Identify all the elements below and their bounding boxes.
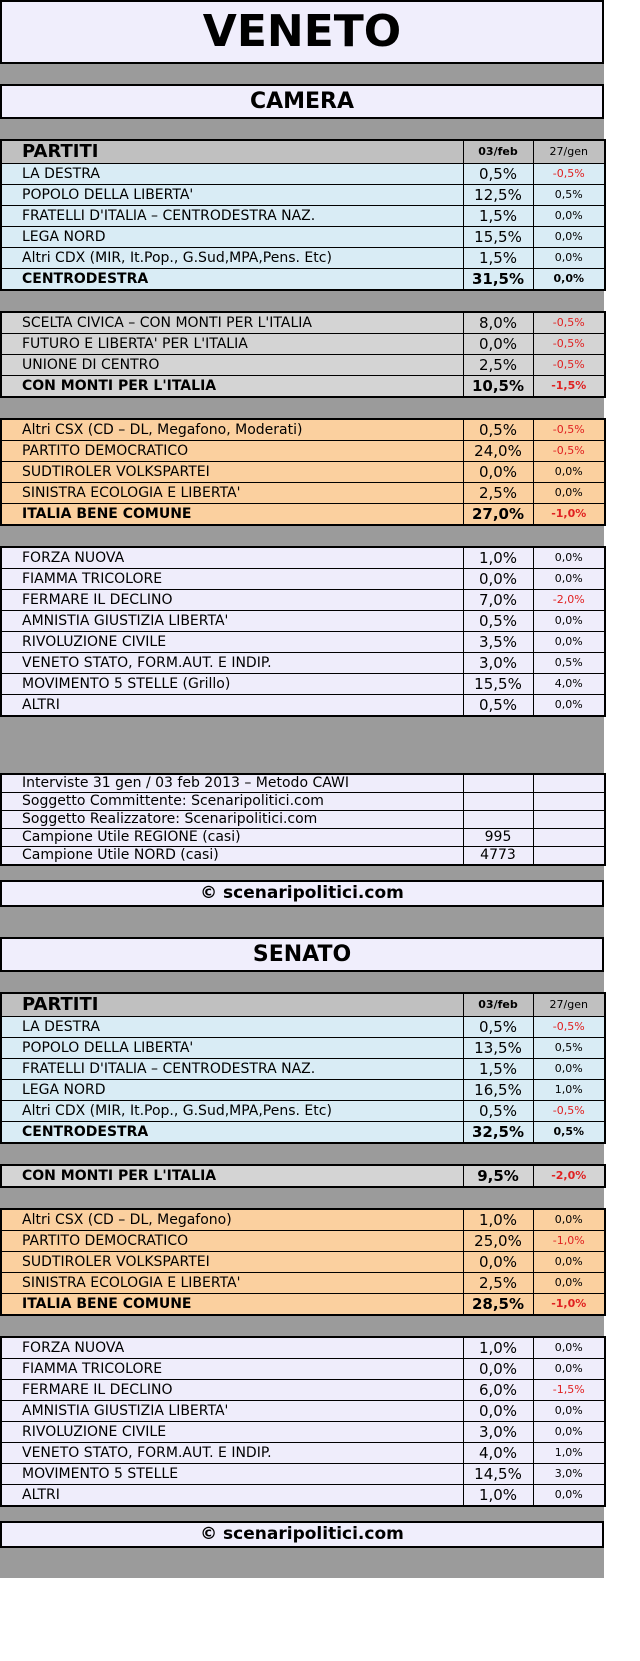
party-value: 1,5% [463,206,533,227]
party-name: VENETO STATO, FORM.AUT. E INDIP. [1,653,463,674]
camera-title: CAMERA [0,84,604,119]
party-change: -1,5% [533,1380,605,1401]
party-value: 3,5% [463,632,533,653]
info-row [1,793,605,811]
party-change: 0,0% [533,1422,605,1443]
table-total-row [1,1165,605,1187]
party-name: PARTITO DEMOCRATICO [1,441,463,462]
table-header-row [1,993,605,1017]
table-row [1,1443,605,1464]
party-change: 0,0% [533,483,605,504]
party-value: 0,0% [463,1401,533,1422]
info-label: Campione Utile REGIONE (casi) [1,829,463,847]
camera-monti-table [0,311,606,398]
table-row [1,1401,605,1422]
party-name: POPOLO DELLA LIBERTA' [1,1038,463,1059]
party-change: 0,0% [533,1209,605,1231]
party-value: 1,0% [463,1485,533,1507]
table-row [1,1337,605,1359]
party-name: Altri CDX (MIR, It.Pop., G.Sud,MPA,Pens. Etc) [1,1101,463,1122]
party-value: 1,0% [463,547,533,569]
party-value: 14,5% [463,1464,533,1485]
header-col-03feb: 03/feb [463,140,533,164]
senato-others-table [0,1336,606,1507]
table-row [1,1101,605,1122]
party-change: 0,0% [533,1252,605,1273]
table-row [1,1209,605,1231]
party-change: 0,0% [533,1059,605,1080]
party-name: SINISTRA ECOLOGIA E LIBERTA' [1,483,463,504]
party-change: 0,0% [533,1337,605,1359]
table-row [1,1380,605,1401]
party-change: 0,5% [533,1038,605,1059]
spacer [0,717,604,773]
party-value: 6,0% [463,1380,533,1401]
table-row [1,1252,605,1273]
party-value: 0,5% [463,164,533,185]
table-row [1,1359,605,1380]
party-name: MOVIMENTO 5 STELLE [1,1464,463,1485]
table-total-row [1,376,605,398]
copyright-footer: © scenaripolitici.com [0,880,604,907]
party-value: 0,5% [463,611,533,632]
party-change: -1,0% [533,1294,605,1316]
party-change: 0,0% [533,611,605,632]
party-name: FORZA NUOVA [1,547,463,569]
table-row [1,1080,605,1101]
table-total-row [1,269,605,291]
camera-others-table [0,546,606,717]
party-change: 3,0% [533,1464,605,1485]
party-change: -0,5% [533,312,605,334]
party-value: 1,0% [463,1209,533,1231]
table-row [1,1422,605,1443]
info-empty [533,847,605,866]
spacer [0,972,604,992]
survey-info-table [0,773,606,866]
party-name: LEGA NORD [1,1080,463,1101]
party-change: 0,0% [533,269,605,291]
party-value: 12,5% [463,185,533,206]
info-row [1,829,605,847]
table-total-row [1,1122,605,1144]
spacer [0,291,604,311]
info-label: Campione Utile NORD (casi) [1,847,463,866]
party-value: 0,0% [463,1359,533,1380]
senato-monti-table [0,1164,606,1188]
party-name: ALTRI [1,1485,463,1507]
party-name: ITALIA BENE COMUNE [1,1294,463,1316]
spacer [0,866,604,880]
party-name: CENTRODESTRA [1,1122,463,1144]
party-value: 1,0% [463,1337,533,1359]
party-change: 0,0% [533,695,605,717]
table-total-row [1,504,605,526]
info-label: Soggetto Committente: Scenaripolitici.com [1,793,463,811]
party-name: AMNISTIA GIUSTIZIA LIBERTA' [1,611,463,632]
party-value: 32,5% [463,1122,533,1144]
table-row [1,164,605,185]
party-name: RIVOLUZIONE CIVILE [1,1422,463,1443]
party-change: -2,0% [533,590,605,611]
party-name: FIAMMA TRICOLORE [1,1359,463,1380]
party-value: 28,5% [463,1294,533,1316]
table-row [1,334,605,355]
party-name: FERMARE IL DECLINO [1,1380,463,1401]
table-row [1,483,605,504]
info-value: 995 [463,829,533,847]
party-name: Altri CDX (MIR, It.Pop., G.Sud,MPA,Pens. Etc) [1,248,463,269]
party-value: 2,5% [463,483,533,504]
party-value: 4,0% [463,1443,533,1464]
party-name: FRATELLI D'ITALIA – CENTRODESTRA NAZ. [1,206,463,227]
party-change: 0,5% [533,1122,605,1144]
party-change: -0,5% [533,334,605,355]
header-col-27gen: 27/gen [533,993,605,1017]
party-value: 3,0% [463,653,533,674]
party-name: AMNISTIA GIUSTIZIA LIBERTA' [1,1401,463,1422]
party-change: 0,0% [533,569,605,590]
info-label: Interviste 31 gen / 03 feb 2013 – Metodo CAWI [1,774,463,793]
info-row [1,847,605,866]
camera-centrodestra-table [0,139,606,291]
table-row [1,248,605,269]
senato-ibc-table [0,1208,606,1316]
table-row [1,1485,605,1507]
info-label: Soggetto Realizzatore: Scenaripolitici.com [1,811,463,829]
party-change: -0,5% [533,441,605,462]
table-row [1,462,605,483]
party-name: SINISTRA ECOLOGIA E LIBERTA' [1,1273,463,1294]
party-change: 0,0% [533,462,605,483]
party-value: 0,0% [463,569,533,590]
party-name: FIAMMA TRICOLORE [1,569,463,590]
table-row [1,312,605,334]
party-change: 1,0% [533,1080,605,1101]
party-name: VENETO STATO, FORM.AUT. E INDIP. [1,1443,463,1464]
header-partiti: PARTITI [1,140,463,164]
party-value: 0,5% [463,419,533,441]
party-name: UNIONE DI CENTRO [1,355,463,376]
party-value: 0,5% [463,1017,533,1038]
party-value: 7,0% [463,590,533,611]
party-value: 0,0% [463,334,533,355]
spacer [0,526,604,546]
party-change: -1,0% [533,1231,605,1252]
party-name: SUDTIROLER VOLKSPARTEI [1,1252,463,1273]
table-row [1,441,605,462]
table-row [1,1059,605,1080]
senato-title: SENATO [0,937,604,972]
party-name: LA DESTRA [1,1017,463,1038]
party-value: 15,5% [463,674,533,695]
party-name: Altri CSX (CD – DL, Megafono, Moderati) [1,419,463,441]
senato-centrodestra-table [0,992,606,1144]
table-row [1,355,605,376]
party-value: 0,0% [463,1252,533,1273]
party-value: 27,0% [463,504,533,526]
party-value: 10,5% [463,376,533,398]
party-change: 0,0% [533,248,605,269]
camera-ibc-table [0,418,606,526]
info-value: 4773 [463,847,533,866]
party-value: 13,5% [463,1038,533,1059]
info-value [463,811,533,829]
table-row [1,590,605,611]
party-change: -0,5% [533,164,605,185]
spacer [0,64,604,84]
table-row [1,653,605,674]
spacer [0,1316,604,1336]
table-row [1,674,605,695]
table-row [1,227,605,248]
table-row [1,695,605,717]
party-value: 1,5% [463,1059,533,1080]
spacer [0,1548,604,1578]
party-name: FUTURO E LIBERTA' PER L'ITALIA [1,334,463,355]
party-name: POPOLO DELLA LIBERTA' [1,185,463,206]
spacer [0,1188,604,1208]
party-change: -1,5% [533,376,605,398]
party-name: RIVOLUZIONE CIVILE [1,632,463,653]
party-name: SCELTA CIVICA – CON MONTI PER L'ITALIA [1,312,463,334]
party-name: LEGA NORD [1,227,463,248]
table-row [1,569,605,590]
party-change: -0,5% [533,355,605,376]
party-name: PARTITO DEMOCRATICO [1,1231,463,1252]
party-name: Altri CSX (CD – DL, Megafono) [1,1209,463,1231]
party-change: -0,5% [533,419,605,441]
info-value [463,793,533,811]
party-value: 2,5% [463,1273,533,1294]
table-row [1,632,605,653]
spacer [0,1507,604,1521]
table-row [1,611,605,632]
spacer [0,119,604,139]
party-value: 1,5% [463,248,533,269]
party-change: -0,5% [533,1017,605,1038]
table-row [1,206,605,227]
party-change: 1,0% [533,1443,605,1464]
table-row [1,185,605,206]
party-change: -2,0% [533,1165,605,1187]
party-name: CENTRODESTRA [1,269,463,291]
party-name: FERMARE IL DECLINO [1,590,463,611]
party-change: 0,5% [533,653,605,674]
party-value: 2,5% [463,355,533,376]
party-change: 0,0% [533,1273,605,1294]
party-name: ITALIA BENE COMUNE [1,504,463,526]
party-name: LA DESTRA [1,164,463,185]
party-value: 0,5% [463,695,533,717]
table-row [1,1464,605,1485]
party-change: -1,0% [533,504,605,526]
party-value: 0,0% [463,462,533,483]
header-col-27gen: 27/gen [533,140,605,164]
table-row [1,1038,605,1059]
info-empty [533,774,605,793]
party-change: 0,0% [533,1485,605,1507]
info-empty [533,811,605,829]
party-value: 9,5% [463,1165,533,1187]
party-name: MOVIMENTO 5 STELLE (Grillo) [1,674,463,695]
party-value: 3,0% [463,1422,533,1443]
header-partiti: PARTITI [1,993,463,1017]
header-col-03feb: 03/feb [463,993,533,1017]
party-change: 0,0% [533,1359,605,1380]
party-value: 24,0% [463,441,533,462]
spacer [0,907,604,937]
info-value [463,774,533,793]
table-total-row [1,1294,605,1316]
info-row [1,774,605,793]
table-row [1,419,605,441]
party-name: ALTRI [1,695,463,717]
party-change: 0,0% [533,206,605,227]
copyright-footer: © scenaripolitici.com [0,1521,604,1548]
table-header-row [1,140,605,164]
party-change: -0,5% [533,1101,605,1122]
party-name: FRATELLI D'ITALIA – CENTRODESTRA NAZ. [1,1059,463,1080]
table-row [1,1017,605,1038]
info-empty [533,829,605,847]
info-empty [533,793,605,811]
party-name: CON MONTI PER L'ITALIA [1,1165,463,1187]
party-value: 25,0% [463,1231,533,1252]
table-row [1,547,605,569]
party-value: 31,5% [463,269,533,291]
party-value: 8,0% [463,312,533,334]
table-row [1,1231,605,1252]
info-row [1,811,605,829]
party-change: 0,0% [533,547,605,569]
party-change: 4,0% [533,674,605,695]
party-value: 15,5% [463,227,533,248]
party-value: 16,5% [463,1080,533,1101]
party-change: 0,0% [533,227,605,248]
party-name: FORZA NUOVA [1,1337,463,1359]
page-title: VENETO [0,0,604,64]
party-value: 0,5% [463,1101,533,1122]
spacer [0,398,604,418]
party-change: 0,0% [533,632,605,653]
spacer [0,1144,604,1164]
party-name: SUDTIROLER VOLKSPARTEI [1,462,463,483]
party-change: 0,0% [533,1401,605,1422]
party-name: CON MONTI PER L'ITALIA [1,376,463,398]
party-change: 0,5% [533,185,605,206]
table-row [1,1273,605,1294]
